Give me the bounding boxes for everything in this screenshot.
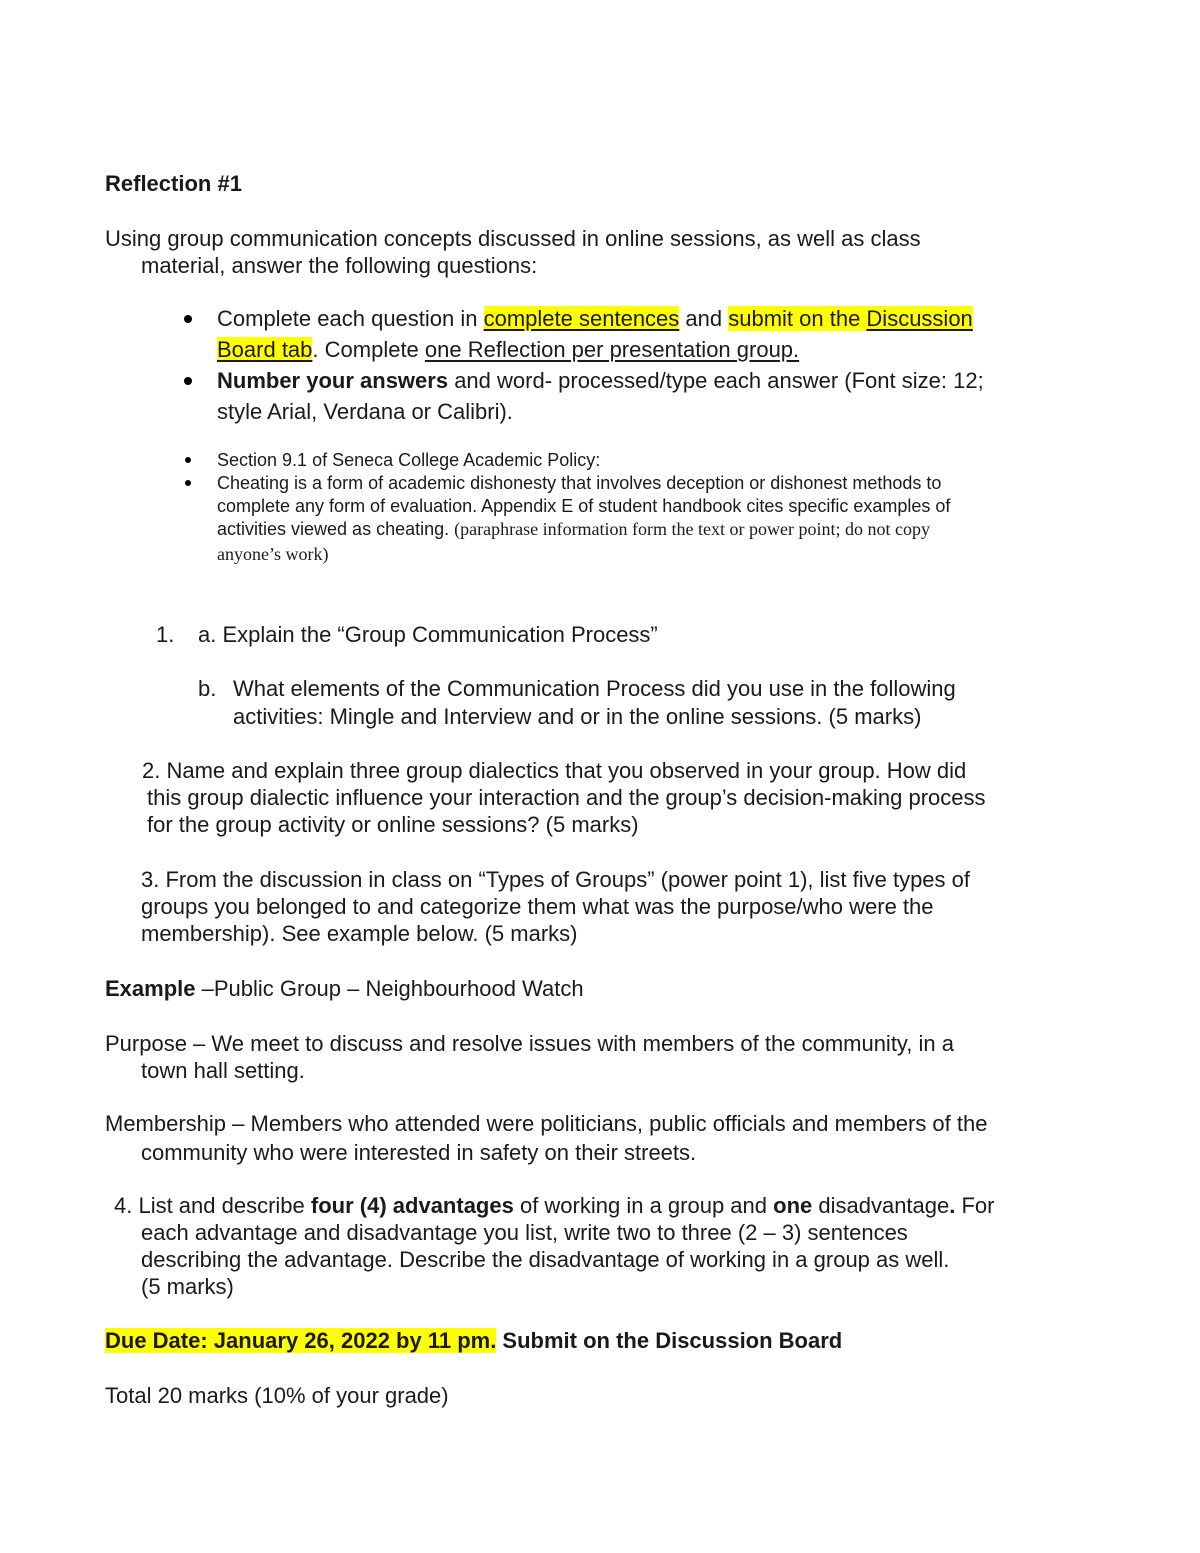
bullet-2-text: and word- processed/type each answer (Font size: 12; (448, 368, 984, 393)
bullet-2-line-1 (217, 367, 984, 394)
bullet-3-policy: Section 9.1 of Seneca College Academic Policy: (217, 450, 601, 470)
intro-line-2: material, answer the following questions: (141, 253, 538, 278)
bullet-icon (184, 315, 192, 323)
number-your-answers: Number your answers (217, 368, 449, 393)
q4-line-4: (5 marks) (141, 1274, 234, 1299)
example-line (105, 975, 584, 1002)
bullet-4-line-3 (217, 518, 930, 540)
bullet-icon (185, 480, 191, 486)
bullet-4-line-4: anyone’s work) (217, 544, 329, 564)
bullet-2-line-2: style Arial, Verdana or Calibri). (217, 399, 513, 424)
q4-pre: 4. List and describe (114, 1193, 311, 1218)
q2-line-3: for the group activity or online sessions? (5 marks) (147, 812, 639, 837)
q1-part-a: a. Explain the “Group Communication Process” (198, 622, 658, 647)
q4-four-advantages: four (4) advantages (310, 1193, 514, 1218)
bullet-4-line-3-text: activities viewed as cheating. (217, 519, 455, 539)
q4-line-3: describing the advantage. Describe the disadvantage of working in a group as well. (141, 1247, 950, 1272)
q1-part-b-line-1: What elements of the Communication Process did you use in the following (233, 676, 956, 701)
membership-line-2: community who were interested in safety on their streets. (141, 1140, 697, 1165)
q3-line-3: membership). See example below. (5 marks) (141, 921, 578, 946)
q1-part-b-line-2: activities: Mingle and Interview and or in the online sessions. (5 marks) (233, 704, 922, 729)
q4-one: one (773, 1193, 813, 1218)
highlight-discussion: Discussion (866, 306, 973, 331)
q1-part-b-label: b. (198, 676, 217, 701)
q4-mid: of working in a group and (513, 1193, 774, 1218)
highlight-submit: submit on the (728, 306, 867, 331)
q4-for: For (955, 1193, 995, 1218)
total-marks: Total 20 marks (10% of your grade) (105, 1383, 449, 1408)
bullet-1-line-1 (217, 305, 973, 332)
bullet-icon (185, 457, 191, 463)
q3-line-2: groups you belonged to and categorize them what was the purpose/who were the (141, 894, 934, 919)
due-date-highlight: Due Date: January 26, 2022 by 11 pm. (105, 1328, 497, 1353)
intro-line-1: Using group communication concepts discussed in online sessions, as well as class (105, 226, 921, 251)
q4-disadvantage: disadvantage (812, 1193, 950, 1218)
bullet-1-complete: . Complete (312, 337, 425, 362)
bullet-1-text: Complete each question in (217, 306, 484, 331)
example-label: Example (105, 976, 196, 1001)
bullet-icon (184, 377, 192, 385)
highlight-board-tab: Board tab (217, 337, 313, 362)
q1-number: 1. (156, 622, 175, 647)
paraphrase-note: (paraphrase information form the text or power point; do not copy (454, 519, 930, 539)
q2-line-1: 2. Name and explain three group dialectics that you observed in your group. How did (142, 758, 967, 783)
q3-line-1: 3. From the discussion in class on “Types of Groups” (power point 1), list five types of (141, 867, 971, 892)
purpose-line-2: town hall setting. (141, 1058, 305, 1083)
q4-period: . (949, 1193, 956, 1218)
purpose-line-1: Purpose – We meet to discuss and resolve issues with members of the community, in a (105, 1031, 954, 1056)
membership-line-1: Membership – Members who attended were politicians, public officials and members of the (105, 1111, 988, 1136)
submit-on-board: Submit on the Discussion Board (496, 1328, 843, 1353)
q4-line-1 (114, 1192, 995, 1219)
q2-line-2: this group dialectic influence your interaction and the group’s decision-making process (147, 785, 986, 810)
bullet-4-line-1: Cheating is a form of academic dishonesty that involves deception or dishonest methods to (217, 473, 942, 493)
highlight-complete-sentences: complete sentences (483, 306, 680, 331)
due-date-line (105, 1327, 842, 1354)
bullet-1-and: and (679, 306, 729, 331)
one-reflection-underlined: one Reflection per presentation group. (424, 337, 800, 362)
example-text: –Public Group – Neighbourhood Watch (195, 976, 584, 1001)
bullet-1-line-2 (217, 336, 799, 363)
bullet-4-line-2: complete any form of evaluation. Appendix E of student handbook cites specific examples of (217, 496, 951, 516)
page-title: Reflection #1 (105, 171, 242, 196)
q4-line-2: each advantage and disadvantage you list, write two to three (2 – 3) sentences (141, 1220, 908, 1245)
